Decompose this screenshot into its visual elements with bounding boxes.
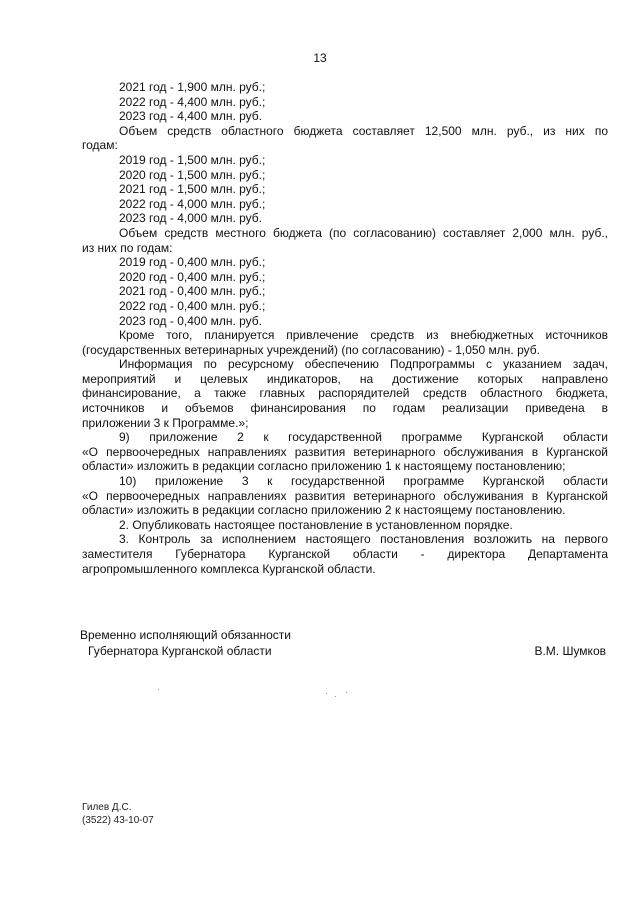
body-line: 3. Контроль за исполнением настоящего постановления возложить на первого: [119, 532, 608, 547]
body-line: «О первоочередных направлениях развития ветеринарного обслуживания в Курганской: [82, 444, 608, 459]
body-line: области» изложить в редакции согласно приложению 1 к настоящему постановлению;: [82, 459, 566, 474]
signatory-name: В.М. Шумков: [534, 644, 606, 658]
body-line: 2020 год - 0,400 млн. руб.;: [119, 269, 266, 284]
page-number: 13: [313, 51, 327, 65]
body-line: источников и объемов финансирования по годам реализации приведена в: [82, 401, 608, 416]
body-line: 2020 год - 1,500 млн. руб.;: [119, 167, 266, 182]
body-line: из них по годам:: [82, 240, 173, 255]
document-body: [82, 80, 608, 576]
executor-name: Гилев Д.С.: [82, 802, 132, 813]
body-line: мероприятий и целевых индикаторов, на достижение которых направлено: [82, 371, 608, 386]
body-line: 2019 год - 1,500 млн. руб.;: [119, 152, 266, 167]
body-line: 2023 год - 4,400 млн. руб.: [119, 109, 263, 124]
body-line: 10) приложение 3 к государственной программе Курганской области: [119, 474, 608, 489]
body-line: 2021 год - 1,500 млн. руб.;: [119, 182, 266, 197]
body-line: Информация по ресурсному обеспечению Подпрограммы с указанием задач,: [119, 357, 608, 372]
body-line: 2021 год - 0,400 млн. руб.;: [119, 284, 266, 299]
body-line: области» изложить в редакции согласно приложению 2 к настоящему постановлению.: [82, 503, 566, 518]
body-line: 2023 год - 0,400 млн. руб.: [119, 313, 263, 328]
body-line: 2019 год - 0,400 млн. руб.;: [119, 255, 266, 270]
body-line: 2021 год - 1,900 млн. руб.;: [119, 80, 266, 94]
body-line: 2022 год - 0,400 млн. руб.;: [119, 298, 266, 313]
executor-contacts: [82, 801, 154, 827]
body-line: 9) приложение 2 к государственной программе Курганской области: [119, 430, 608, 445]
body-line: 2023 год - 4,000 млн. руб.: [119, 211, 263, 226]
signature-block: [80, 627, 608, 659]
body-line: финансирование, а также главных распорядителей средств областного бюджета,: [82, 386, 608, 401]
body-line: Объем средств областного бюджета составляет 12,500 млн. руб., из них по: [119, 123, 608, 138]
body-line: 2. Опубликовать настоящее постановление в установленном порядке.: [119, 517, 513, 532]
body-line: Кроме того, планируется привлечение средств из внебюджетных источников: [119, 328, 608, 343]
body-line: приложении 3 к Программе.»;: [82, 415, 249, 430]
body-line: годам:: [82, 138, 118, 153]
scan-specks: [150, 689, 450, 699]
signatory-title-line-2: Губернатора Курганской области: [88, 644, 272, 658]
body-line: 2022 год - 4,000 млн. руб.;: [119, 196, 266, 211]
body-line: агропромышленного комплекса Курганской области.: [82, 561, 376, 576]
body-line: заместителя Губернатора Курганской области - директора Департамента: [82, 547, 608, 561]
body-line: (государственных ветеринарных учреждений) (по согласованию) - 1,050 млн. руб.: [82, 342, 540, 357]
signatory-title-line-1: Временно исполняющий обязанности: [80, 628, 291, 642]
body-line: 2022 год - 4,400 млн. руб.;: [119, 94, 266, 109]
body-line: «О первоочередных направлениях развития ветеринарного обслуживания в Курганской: [82, 488, 608, 503]
executor-phone: (3522) 43-10-07: [82, 815, 154, 826]
body-line: Объем средств местного бюджета (по согласованию) составляет 2,000 млн. руб.,: [119, 225, 608, 240]
